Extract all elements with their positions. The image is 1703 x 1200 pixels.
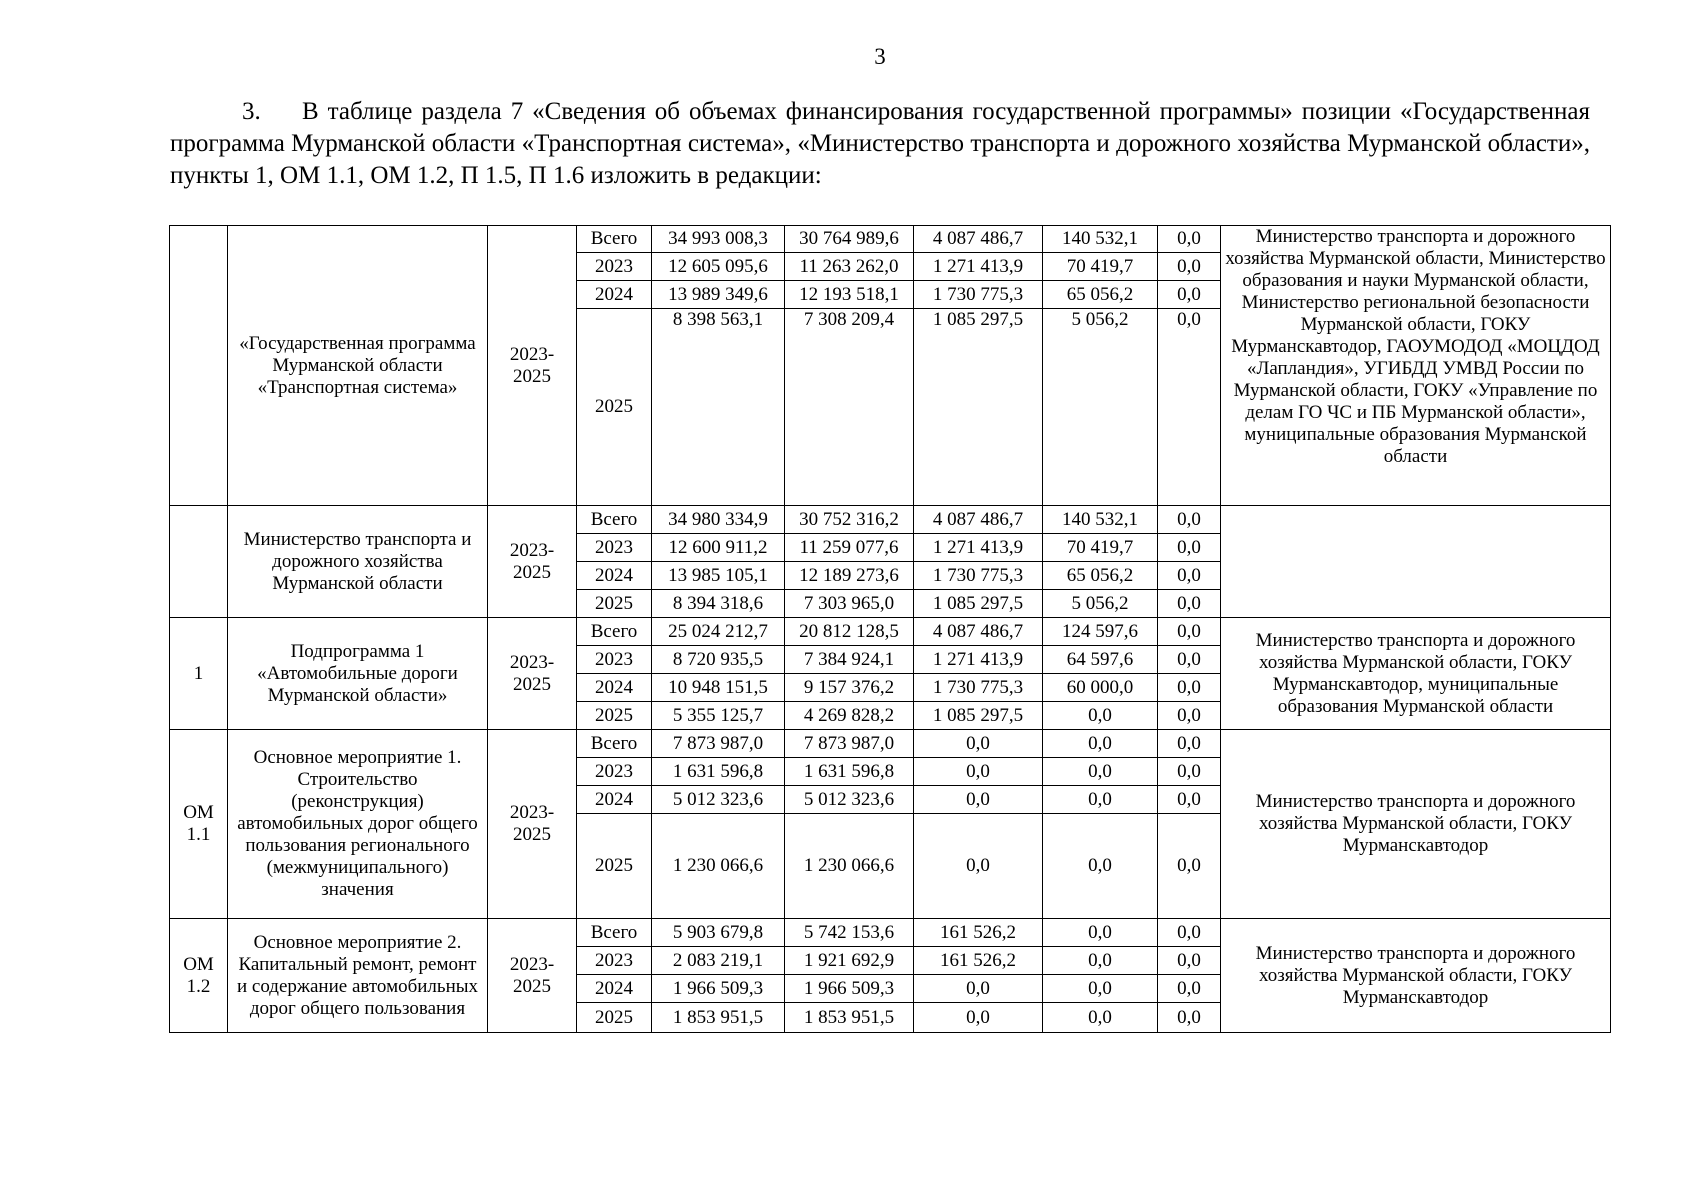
row-index: 1 [170, 618, 228, 730]
period: 2023-2025 [488, 919, 577, 1033]
other-cell: 0,0 [1158, 590, 1221, 618]
year-cell: 2023 [577, 253, 652, 281]
period: 2023-2025 [488, 506, 577, 618]
federal-cell: 1 271 413,9 [914, 534, 1043, 562]
year-cell: 2023 [577, 534, 652, 562]
total-cell: 8 394 318,6 [652, 590, 785, 618]
federal-cell: 0,0 [914, 758, 1043, 786]
year-cell: 2025 [577, 814, 652, 919]
regional-cell: 11 263 262,0 [785, 253, 914, 281]
other-cell: 0,0 [1158, 253, 1221, 281]
other-cell: 0,0 [1158, 786, 1221, 814]
row-index: ОМ 1.1 [170, 730, 228, 919]
federal-cell: 1 085 297,5 [914, 590, 1043, 618]
other-cell: 0,0 [1158, 758, 1221, 786]
local-cell: 65 056,2 [1043, 281, 1158, 309]
total-cell: 8 720 935,5 [652, 646, 785, 674]
program-name: Подпрограмма 1 «Автомобильные дороги Мурманской области» [228, 618, 488, 730]
federal-cell: 161 526,2 [914, 919, 1043, 947]
regional-cell: 7 303 965,0 [785, 590, 914, 618]
year-cell: 2024 [577, 786, 652, 814]
total-cell: 10 948 151,5 [652, 674, 785, 702]
year-cell: 2023 [577, 758, 652, 786]
total-cell: 1 631 596,8 [652, 758, 785, 786]
regional-cell: 5 012 323,6 [785, 786, 914, 814]
period: 2023-2025 [488, 730, 577, 919]
federal-cell: 1 730 775,3 [914, 562, 1043, 590]
federal-cell: 4 087 486,7 [914, 226, 1043, 253]
federal-cell: 4 087 486,7 [914, 506, 1043, 534]
local-cell: 0,0 [1043, 947, 1158, 975]
local-cell: 70 419,7 [1043, 534, 1158, 562]
federal-cell: 1 730 775,3 [914, 674, 1043, 702]
federal-cell: 1 085 297,5 [914, 309, 1043, 506]
other-cell: 0,0 [1158, 947, 1221, 975]
local-cell: 0,0 [1043, 1003, 1158, 1033]
regional-cell: 7 873 987,0 [785, 730, 914, 758]
table-row [170, 730, 1611, 758]
regional-cell: 9 157 376,2 [785, 674, 914, 702]
table-row [170, 226, 1611, 253]
total-cell: 1 230 066,6 [652, 814, 785, 919]
total-cell: 1 853 951,5 [652, 1003, 785, 1033]
row-index [170, 506, 228, 618]
year-cell: Всего [577, 730, 652, 758]
federal-cell: 1 085 297,5 [914, 702, 1043, 730]
federal-cell: 1 271 413,9 [914, 253, 1043, 281]
table-row [170, 506, 1611, 534]
local-cell: 0,0 [1043, 758, 1158, 786]
page-number: 3 [874, 44, 886, 69]
other-cell: 0,0 [1158, 646, 1221, 674]
year-cell: 2024 [577, 975, 652, 1003]
federal-cell: 0,0 [914, 786, 1043, 814]
year-cell: Всего [577, 618, 652, 646]
federal-cell: 1 271 413,9 [914, 646, 1043, 674]
total-cell: 1 966 509,3 [652, 975, 785, 1003]
total-cell: 7 873 987,0 [652, 730, 785, 758]
amendment-paragraph [170, 96, 1590, 192]
program-name: Министерство транспорта и дорожного хозяйства Мурманской области [228, 506, 488, 618]
local-cell: 0,0 [1043, 975, 1158, 1003]
total-cell: 12 600 911,2 [652, 534, 785, 562]
paragraph-number: 3. [242, 98, 261, 125]
total-cell: 12 605 095,6 [652, 253, 785, 281]
regional-cell: 1 230 066,6 [785, 814, 914, 919]
federal-cell: 0,0 [914, 975, 1043, 1003]
executors [1221, 506, 1611, 618]
regional-cell: 7 308 209,4 [785, 309, 914, 506]
other-cell: 0,0 [1158, 1003, 1221, 1033]
executors: Министерство транспорта и дорожного хозяйства Мурманской области, ГОКУ Мурманскавтодор, муниципальные образования Мурманской области [1221, 618, 1611, 730]
total-cell: 34 980 334,9 [652, 506, 785, 534]
federal-cell: 0,0 [914, 1003, 1043, 1033]
regional-cell: 1 631 596,8 [785, 758, 914, 786]
other-cell: 0,0 [1158, 309, 1221, 506]
total-cell: 5 355 125,7 [652, 702, 785, 730]
regional-cell: 12 193 518,1 [785, 281, 914, 309]
period: 2023-2025 [488, 226, 577, 506]
regional-cell: 7 384 924,1 [785, 646, 914, 674]
year-cell: Всего [577, 226, 652, 253]
other-cell: 0,0 [1158, 730, 1221, 758]
total-cell: 5 903 679,8 [652, 919, 785, 947]
regional-cell: 1 853 951,5 [785, 1003, 914, 1033]
federal-cell: 0,0 [914, 730, 1043, 758]
federal-cell: 4 087 486,7 [914, 618, 1043, 646]
local-cell: 0,0 [1043, 786, 1158, 814]
other-cell: 0,0 [1158, 814, 1221, 919]
other-cell: 0,0 [1158, 702, 1221, 730]
local-cell: 140 532,1 [1043, 506, 1158, 534]
total-cell: 25 024 212,7 [652, 618, 785, 646]
other-cell: 0,0 [1158, 975, 1221, 1003]
year-cell: 2025 [577, 702, 652, 730]
regional-cell: 30 764 989,6 [785, 226, 914, 253]
table-row [170, 618, 1611, 646]
program-name: «Государственная программа Мурманской области «Транспортная система» [228, 226, 488, 506]
year-cell: 2025 [577, 309, 652, 506]
other-cell: 0,0 [1158, 919, 1221, 947]
year-cell: 2025 [577, 590, 652, 618]
total-cell: 2 083 219,1 [652, 947, 785, 975]
local-cell: 0,0 [1043, 919, 1158, 947]
other-cell: 0,0 [1158, 506, 1221, 534]
total-cell: 13 985 105,1 [652, 562, 785, 590]
local-cell: 0,0 [1043, 814, 1158, 919]
period: 2023-2025 [488, 618, 577, 730]
row-index [170, 226, 228, 506]
local-cell: 64 597,6 [1043, 646, 1158, 674]
other-cell: 0,0 [1158, 281, 1221, 309]
year-cell: Всего [577, 919, 652, 947]
regional-cell: 4 269 828,2 [785, 702, 914, 730]
year-cell: 2024 [577, 562, 652, 590]
financing-table [169, 225, 1611, 1033]
executors: Министерство транспорта и дорожного хозяйства Мурманской области, ГОКУ Мурманскавтодор [1221, 919, 1611, 1033]
year-cell: 2025 [577, 1003, 652, 1033]
program-name: Основное мероприятие 1. Строительство (реконструкция) автомобильных дорог общего пользования регионального (межмуниципального) значения [228, 730, 488, 919]
total-cell: 13 989 349,6 [652, 281, 785, 309]
local-cell: 70 419,7 [1043, 253, 1158, 281]
regional-cell: 1 921 692,9 [785, 947, 914, 975]
year-cell: 2023 [577, 646, 652, 674]
regional-cell: 11 259 077,6 [785, 534, 914, 562]
year-cell: Всего [577, 506, 652, 534]
other-cell: 0,0 [1158, 674, 1221, 702]
year-cell: 2023 [577, 947, 652, 975]
total-cell: 34 993 008,3 [652, 226, 785, 253]
federal-cell: 1 730 775,3 [914, 281, 1043, 309]
local-cell: 140 532,1 [1043, 226, 1158, 253]
local-cell: 5 056,2 [1043, 590, 1158, 618]
local-cell: 0,0 [1043, 702, 1158, 730]
executors: Министерство транспорта и дорожного хозяйства Мурманской области, ГОКУ Мурманскавтодор [1221, 730, 1611, 919]
year-cell: 2024 [577, 674, 652, 702]
local-cell: 0,0 [1043, 730, 1158, 758]
regional-cell: 5 742 153,6 [785, 919, 914, 947]
executors: Министерство транспорта и дорожного хозяйства Мурманской области, Министерство образования и науки Мурманской области, Министерство региональной безопасности Мурманской области, ГОКУ Мурманскавтодор, ГАОУМОДОД «МОЦДОД «Лапландия», УГИБДД УМВД России по Мурманской области, ГОКУ «Управление по делам ГО ЧС и ПБ Мурманской области», муниципальные образования Мурманской области [1221, 226, 1611, 506]
regional-cell: 20 812 128,5 [785, 618, 914, 646]
other-cell: 0,0 [1158, 618, 1221, 646]
year-cell: 2024 [577, 281, 652, 309]
regional-cell: 1 966 509,3 [785, 975, 914, 1003]
local-cell: 60 000,0 [1043, 674, 1158, 702]
federal-cell: 161 526,2 [914, 947, 1043, 975]
local-cell: 5 056,2 [1043, 309, 1158, 506]
paragraph-text: В таблице раздела 7 «Сведения об объемах финансирования государственной программы» позиции «Государственная программа Мурманской области «Транспортная система», «Министерство транспорта и дорожного хозяйства Мурманской области», пункты 1, ОМ 1.1, ОМ 1.2, П 1.5, П 1.6 изложить в редакции: [170, 98, 1590, 189]
federal-cell: 0,0 [914, 814, 1043, 919]
other-cell: 0,0 [1158, 226, 1221, 253]
other-cell: 0,0 [1158, 562, 1221, 590]
local-cell: 124 597,6 [1043, 618, 1158, 646]
local-cell: 65 056,2 [1043, 562, 1158, 590]
row-index: ОМ 1.2 [170, 919, 228, 1033]
program-name: Основное мероприятие 2. Капитальный ремонт, ремонт и содержание автомобильных дорог общего пользования [228, 919, 488, 1033]
total-cell: 8 398 563,1 [652, 309, 785, 506]
total-cell: 5 012 323,6 [652, 786, 785, 814]
regional-cell: 12 189 273,6 [785, 562, 914, 590]
regional-cell: 30 752 316,2 [785, 506, 914, 534]
other-cell: 0,0 [1158, 534, 1221, 562]
table-row [170, 919, 1611, 947]
